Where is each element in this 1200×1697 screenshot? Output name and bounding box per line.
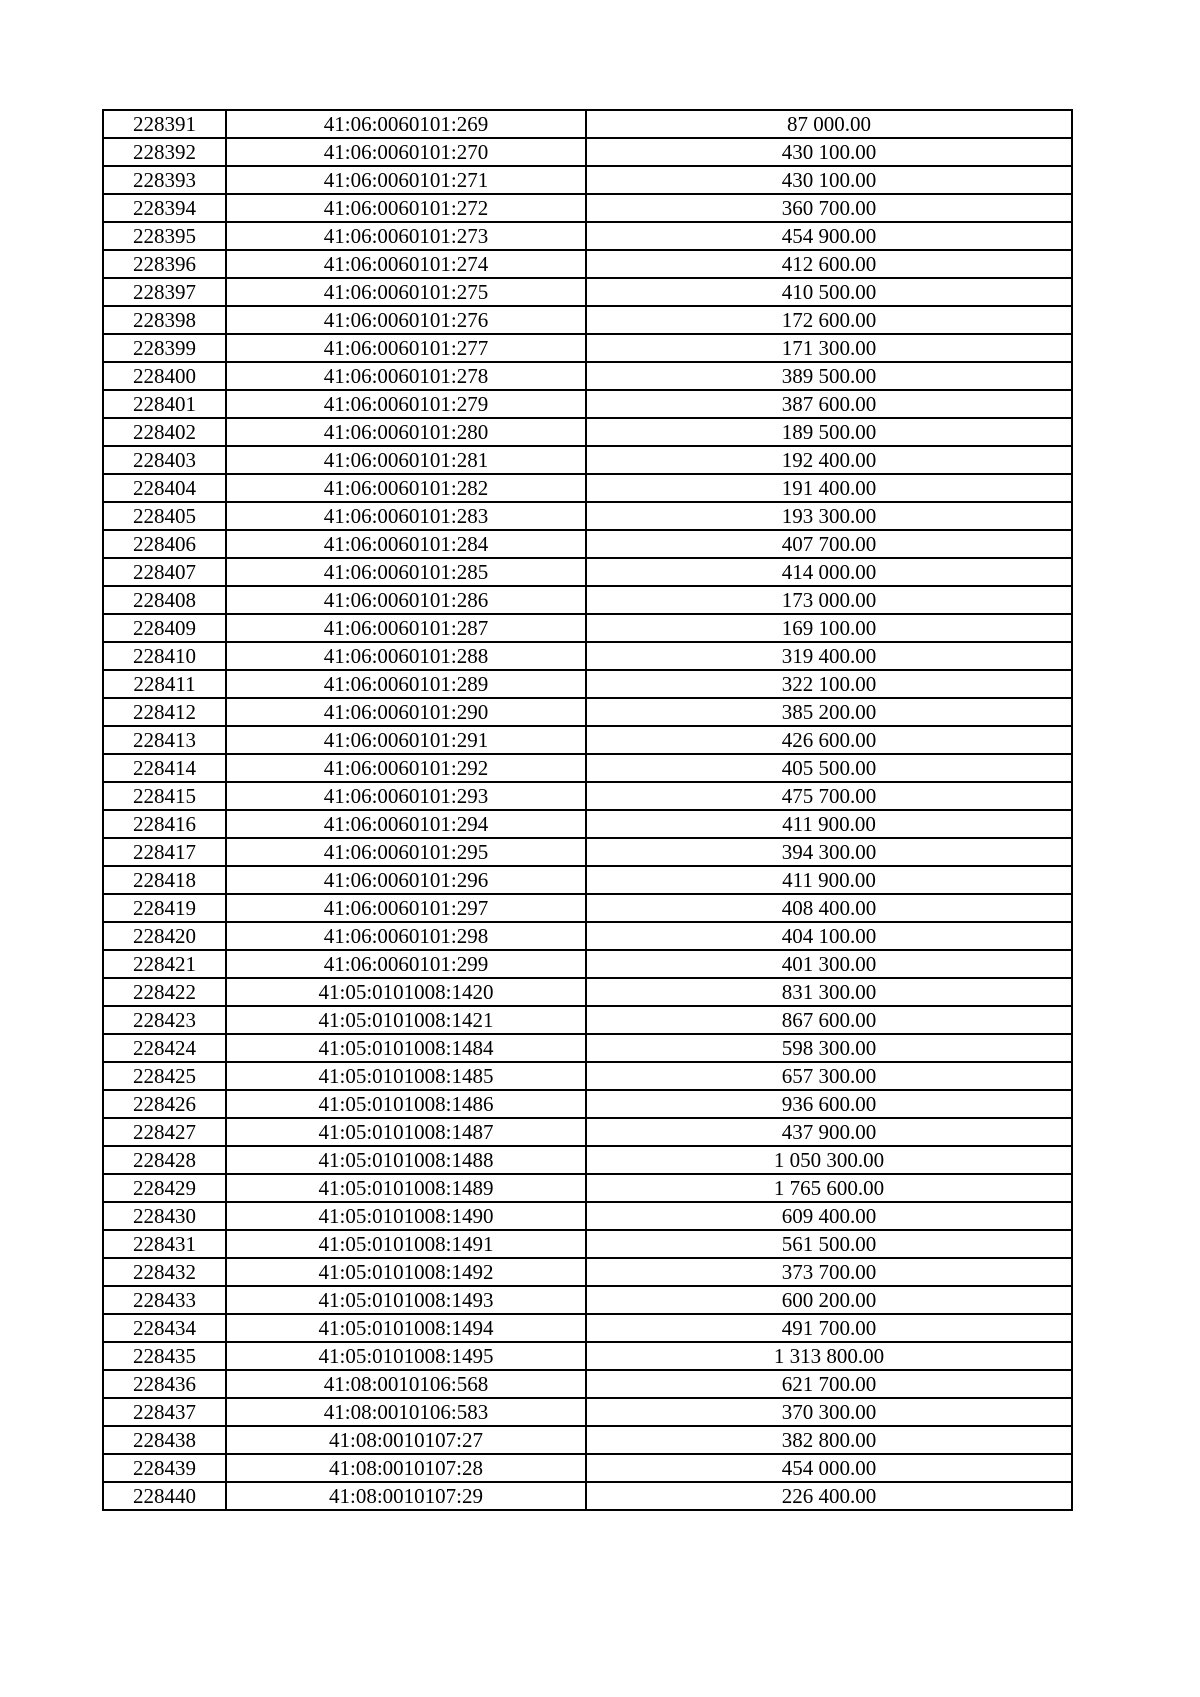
row-number-cell: 228434 xyxy=(103,1314,226,1342)
cadastral-value-cell: 408 400.00 xyxy=(586,894,1072,922)
cadastral-value-cell: 430 100.00 xyxy=(586,166,1072,194)
table-row xyxy=(103,1006,1072,1034)
table-row xyxy=(103,1482,1072,1510)
table-row xyxy=(103,922,1072,950)
cadastral-number-cell: 41:05:0101008:1421 xyxy=(226,1006,586,1034)
cadastral-number-cell: 41:06:0060101:274 xyxy=(226,250,586,278)
row-number-cell: 228393 xyxy=(103,166,226,194)
cadastral-number-cell: 41:06:0060101:289 xyxy=(226,670,586,698)
table-row xyxy=(103,642,1072,670)
table-row xyxy=(103,502,1072,530)
table-row xyxy=(103,1090,1072,1118)
cadastral-number-cell: 41:08:0010107:27 xyxy=(226,1426,586,1454)
cadastral-value-cell: 454 000.00 xyxy=(586,1454,1072,1482)
cadastral-value-cell: 193 300.00 xyxy=(586,502,1072,530)
table-row xyxy=(103,1202,1072,1230)
table-row xyxy=(103,1230,1072,1258)
table-row xyxy=(103,1062,1072,1090)
row-number-cell: 228415 xyxy=(103,782,226,810)
cadastral-value-cell: 360 700.00 xyxy=(586,194,1072,222)
cadastral-value-cell: 405 500.00 xyxy=(586,754,1072,782)
table-row xyxy=(103,950,1072,978)
row-number-cell: 228408 xyxy=(103,586,226,614)
cadastral-value-cell: 226 400.00 xyxy=(586,1482,1072,1510)
cadastral-value-cell: 1 765 600.00 xyxy=(586,1174,1072,1202)
cadastral-number-cell: 41:05:0101008:1489 xyxy=(226,1174,586,1202)
cadastral-number-cell: 41:06:0060101:297 xyxy=(226,894,586,922)
row-number-cell: 228414 xyxy=(103,754,226,782)
cadastral-value-cell: 169 100.00 xyxy=(586,614,1072,642)
row-number-cell: 228421 xyxy=(103,950,226,978)
cadastral-value-cell: 412 600.00 xyxy=(586,250,1072,278)
cadastral-number-cell: 41:06:0060101:298 xyxy=(226,922,586,950)
row-number-cell: 228429 xyxy=(103,1174,226,1202)
cadastral-number-cell: 41:06:0060101:270 xyxy=(226,138,586,166)
cadastral-number-cell: 41:06:0060101:292 xyxy=(226,754,586,782)
cadastral-value-cell: 382 800.00 xyxy=(586,1426,1072,1454)
cadastral-number-cell: 41:05:0101008:1490 xyxy=(226,1202,586,1230)
cadastral-number-cell: 41:06:0060101:281 xyxy=(226,446,586,474)
cadastral-number-cell: 41:05:0101008:1420 xyxy=(226,978,586,1006)
table-row xyxy=(103,250,1072,278)
table-row xyxy=(103,1426,1072,1454)
row-number-cell: 228392 xyxy=(103,138,226,166)
cadastral-value-cell: 475 700.00 xyxy=(586,782,1072,810)
table-row xyxy=(103,334,1072,362)
row-number-cell: 228395 xyxy=(103,222,226,250)
cadastral-number-cell: 41:05:0101008:1494 xyxy=(226,1314,586,1342)
table-row xyxy=(103,278,1072,306)
cadastral-value-cell: 600 200.00 xyxy=(586,1286,1072,1314)
cadastral-number-cell: 41:05:0101008:1485 xyxy=(226,1062,586,1090)
cadastral-number-cell: 41:06:0060101:290 xyxy=(226,698,586,726)
row-number-cell: 228394 xyxy=(103,194,226,222)
table-row xyxy=(103,138,1072,166)
cadastral-value-cell: 426 600.00 xyxy=(586,726,1072,754)
row-number-cell: 228405 xyxy=(103,502,226,530)
row-number-cell: 228423 xyxy=(103,1006,226,1034)
cadastral-number-cell: 41:06:0060101:272 xyxy=(226,194,586,222)
row-number-cell: 228402 xyxy=(103,418,226,446)
cadastral-value-cell: 171 300.00 xyxy=(586,334,1072,362)
cadastral-number-cell: 41:08:0010106:568 xyxy=(226,1370,586,1398)
cadastral-value-cell: 401 300.00 xyxy=(586,950,1072,978)
table-row xyxy=(103,110,1072,138)
table-row xyxy=(103,894,1072,922)
cadastral-value-cell: 561 500.00 xyxy=(586,1230,1072,1258)
row-number-cell: 228430 xyxy=(103,1202,226,1230)
row-number-cell: 228427 xyxy=(103,1118,226,1146)
table-row xyxy=(103,390,1072,418)
table-row xyxy=(103,1398,1072,1426)
cadastral-value-cell: 411 900.00 xyxy=(586,866,1072,894)
table-row xyxy=(103,306,1072,334)
cadastral-value-cell: 192 400.00 xyxy=(586,446,1072,474)
row-number-cell: 228399 xyxy=(103,334,226,362)
cadastral-value-cell: 831 300.00 xyxy=(586,978,1072,1006)
cadastral-number-cell: 41:08:0010107:29 xyxy=(226,1482,586,1510)
cadastral-number-cell: 41:06:0060101:285 xyxy=(226,558,586,586)
row-number-cell: 228424 xyxy=(103,1034,226,1062)
row-number-cell: 228397 xyxy=(103,278,226,306)
cadastral-value-cell: 867 600.00 xyxy=(586,1006,1072,1034)
row-number-cell: 228420 xyxy=(103,922,226,950)
cadastral-value-cell: 598 300.00 xyxy=(586,1034,1072,1062)
cadastral-number-cell: 41:05:0101008:1488 xyxy=(226,1146,586,1174)
cadastral-number-cell: 41:06:0060101:295 xyxy=(226,838,586,866)
cadastral-number-cell: 41:06:0060101:287 xyxy=(226,614,586,642)
table-row xyxy=(103,362,1072,390)
cadastral-number-cell: 41:06:0060101:280 xyxy=(226,418,586,446)
cadastral-value-cell: 387 600.00 xyxy=(586,390,1072,418)
cadastral-value-cell: 191 400.00 xyxy=(586,474,1072,502)
cadastral-value-cell: 389 500.00 xyxy=(586,362,1072,390)
cadastral-number-cell: 41:06:0060101:291 xyxy=(226,726,586,754)
table-row xyxy=(103,614,1072,642)
row-number-cell: 228404 xyxy=(103,474,226,502)
table-row xyxy=(103,1370,1072,1398)
row-number-cell: 228425 xyxy=(103,1062,226,1090)
table-row xyxy=(103,1286,1072,1314)
row-number-cell: 228413 xyxy=(103,726,226,754)
row-number-cell: 228426 xyxy=(103,1090,226,1118)
table-row xyxy=(103,698,1072,726)
row-number-cell: 228436 xyxy=(103,1370,226,1398)
row-number-cell: 228417 xyxy=(103,838,226,866)
row-number-cell: 228440 xyxy=(103,1482,226,1510)
table-row xyxy=(103,978,1072,1006)
table-row xyxy=(103,222,1072,250)
cadastral-number-cell: 41:06:0060101:286 xyxy=(226,586,586,614)
cadastral-value-cell: 430 100.00 xyxy=(586,138,1072,166)
cadastral-number-cell: 41:06:0060101:276 xyxy=(226,306,586,334)
cadastral-number-cell: 41:06:0060101:273 xyxy=(226,222,586,250)
cadastral-value-cell: 1 313 800.00 xyxy=(586,1342,1072,1370)
cadastral-value-cell: 936 600.00 xyxy=(586,1090,1072,1118)
table-row xyxy=(103,1454,1072,1482)
cadastral-number-cell: 41:06:0060101:293 xyxy=(226,782,586,810)
row-number-cell: 228412 xyxy=(103,698,226,726)
cadastral-value-cell: 609 400.00 xyxy=(586,1202,1072,1230)
row-number-cell: 228406 xyxy=(103,530,226,558)
table-body xyxy=(103,110,1072,1510)
table-row xyxy=(103,474,1072,502)
cadastral-number-cell: 41:06:0060101:288 xyxy=(226,642,586,670)
row-number-cell: 228439 xyxy=(103,1454,226,1482)
cadastral-number-cell: 41:06:0060101:299 xyxy=(226,950,586,978)
cadastral-number-cell: 41:08:0010107:28 xyxy=(226,1454,586,1482)
cadastral-number-cell: 41:06:0060101:284 xyxy=(226,530,586,558)
cadastral-number-cell: 41:06:0060101:283 xyxy=(226,502,586,530)
cadastral-value-cell: 394 300.00 xyxy=(586,838,1072,866)
cadastral-value-cell: 87 000.00 xyxy=(586,110,1072,138)
cadastral-number-cell: 41:06:0060101:278 xyxy=(226,362,586,390)
cadastral-number-cell: 41:06:0060101:294 xyxy=(226,810,586,838)
table-row xyxy=(103,1034,1072,1062)
table-row xyxy=(103,418,1072,446)
cadastral-number-cell: 41:05:0101008:1486 xyxy=(226,1090,586,1118)
row-number-cell: 228416 xyxy=(103,810,226,838)
cadastral-number-cell: 41:06:0060101:296 xyxy=(226,866,586,894)
row-number-cell: 228438 xyxy=(103,1426,226,1454)
cadastral-value-cell: 621 700.00 xyxy=(586,1370,1072,1398)
cadastral-number-cell: 41:08:0010106:583 xyxy=(226,1398,586,1426)
row-number-cell: 228437 xyxy=(103,1398,226,1426)
table-row xyxy=(103,810,1072,838)
row-number-cell: 228422 xyxy=(103,978,226,1006)
cadastral-number-cell: 41:05:0101008:1492 xyxy=(226,1258,586,1286)
cadastral-value-cell: 454 900.00 xyxy=(586,222,1072,250)
row-number-cell: 228403 xyxy=(103,446,226,474)
table-row xyxy=(103,670,1072,698)
row-number-cell: 228396 xyxy=(103,250,226,278)
row-number-cell: 228411 xyxy=(103,670,226,698)
cadastral-number-cell: 41:06:0060101:275 xyxy=(226,278,586,306)
table-row xyxy=(103,1314,1072,1342)
row-number-cell: 228433 xyxy=(103,1286,226,1314)
row-number-cell: 228431 xyxy=(103,1230,226,1258)
row-number-cell: 228407 xyxy=(103,558,226,586)
cadastral-value-table xyxy=(102,109,1073,1511)
table-row xyxy=(103,558,1072,586)
table-row xyxy=(103,1146,1072,1174)
cadastral-value-cell: 437 900.00 xyxy=(586,1118,1072,1146)
cadastral-value-cell: 407 700.00 xyxy=(586,530,1072,558)
cadastral-value-cell: 1 050 300.00 xyxy=(586,1146,1072,1174)
cadastral-value-cell: 373 700.00 xyxy=(586,1258,1072,1286)
cadastral-value-cell: 189 500.00 xyxy=(586,418,1072,446)
cadastral-number-cell: 41:06:0060101:269 xyxy=(226,110,586,138)
row-number-cell: 228410 xyxy=(103,642,226,670)
cadastral-number-cell: 41:05:0101008:1491 xyxy=(226,1230,586,1258)
cadastral-value-cell: 410 500.00 xyxy=(586,278,1072,306)
cadastral-number-cell: 41:05:0101008:1487 xyxy=(226,1118,586,1146)
cadastral-value-cell: 319 400.00 xyxy=(586,642,1072,670)
table-row xyxy=(103,838,1072,866)
row-number-cell: 228401 xyxy=(103,390,226,418)
table-row xyxy=(103,1118,1072,1146)
cadastral-value-cell: 173 000.00 xyxy=(586,586,1072,614)
cadastral-value-cell: 411 900.00 xyxy=(586,810,1072,838)
cadastral-value-cell: 370 300.00 xyxy=(586,1398,1072,1426)
table-row xyxy=(103,586,1072,614)
table-row xyxy=(103,1174,1072,1202)
table-row xyxy=(103,166,1072,194)
row-number-cell: 228391 xyxy=(103,110,226,138)
row-number-cell: 228419 xyxy=(103,894,226,922)
cadastral-value-cell: 322 100.00 xyxy=(586,670,1072,698)
cadastral-number-cell: 41:06:0060101:282 xyxy=(226,474,586,502)
cadastral-number-cell: 41:05:0101008:1484 xyxy=(226,1034,586,1062)
row-number-cell: 228428 xyxy=(103,1146,226,1174)
table-row xyxy=(103,866,1072,894)
row-number-cell: 228432 xyxy=(103,1258,226,1286)
cadastral-value-cell: 385 200.00 xyxy=(586,698,1072,726)
row-number-cell: 228409 xyxy=(103,614,226,642)
table-row xyxy=(103,1342,1072,1370)
cadastral-number-cell: 41:06:0060101:279 xyxy=(226,390,586,418)
table-row xyxy=(103,1258,1072,1286)
cadastral-number-cell: 41:05:0101008:1495 xyxy=(226,1342,586,1370)
cadastral-value-cell: 172 600.00 xyxy=(586,306,1072,334)
row-number-cell: 228435 xyxy=(103,1342,226,1370)
cadastral-value-cell: 414 000.00 xyxy=(586,558,1072,586)
row-number-cell: 228400 xyxy=(103,362,226,390)
cadastral-value-cell: 657 300.00 xyxy=(586,1062,1072,1090)
cadastral-number-cell: 41:06:0060101:271 xyxy=(226,166,586,194)
row-number-cell: 228398 xyxy=(103,306,226,334)
cadastral-number-cell: 41:06:0060101:277 xyxy=(226,334,586,362)
table-row xyxy=(103,194,1072,222)
table-row xyxy=(103,782,1072,810)
table-row xyxy=(103,754,1072,782)
cadastral-number-cell: 41:05:0101008:1493 xyxy=(226,1286,586,1314)
table-row xyxy=(103,446,1072,474)
row-number-cell: 228418 xyxy=(103,866,226,894)
table-row xyxy=(103,726,1072,754)
table-row xyxy=(103,530,1072,558)
cadastral-value-cell: 404 100.00 xyxy=(586,922,1072,950)
cadastral-value-cell: 491 700.00 xyxy=(586,1314,1072,1342)
